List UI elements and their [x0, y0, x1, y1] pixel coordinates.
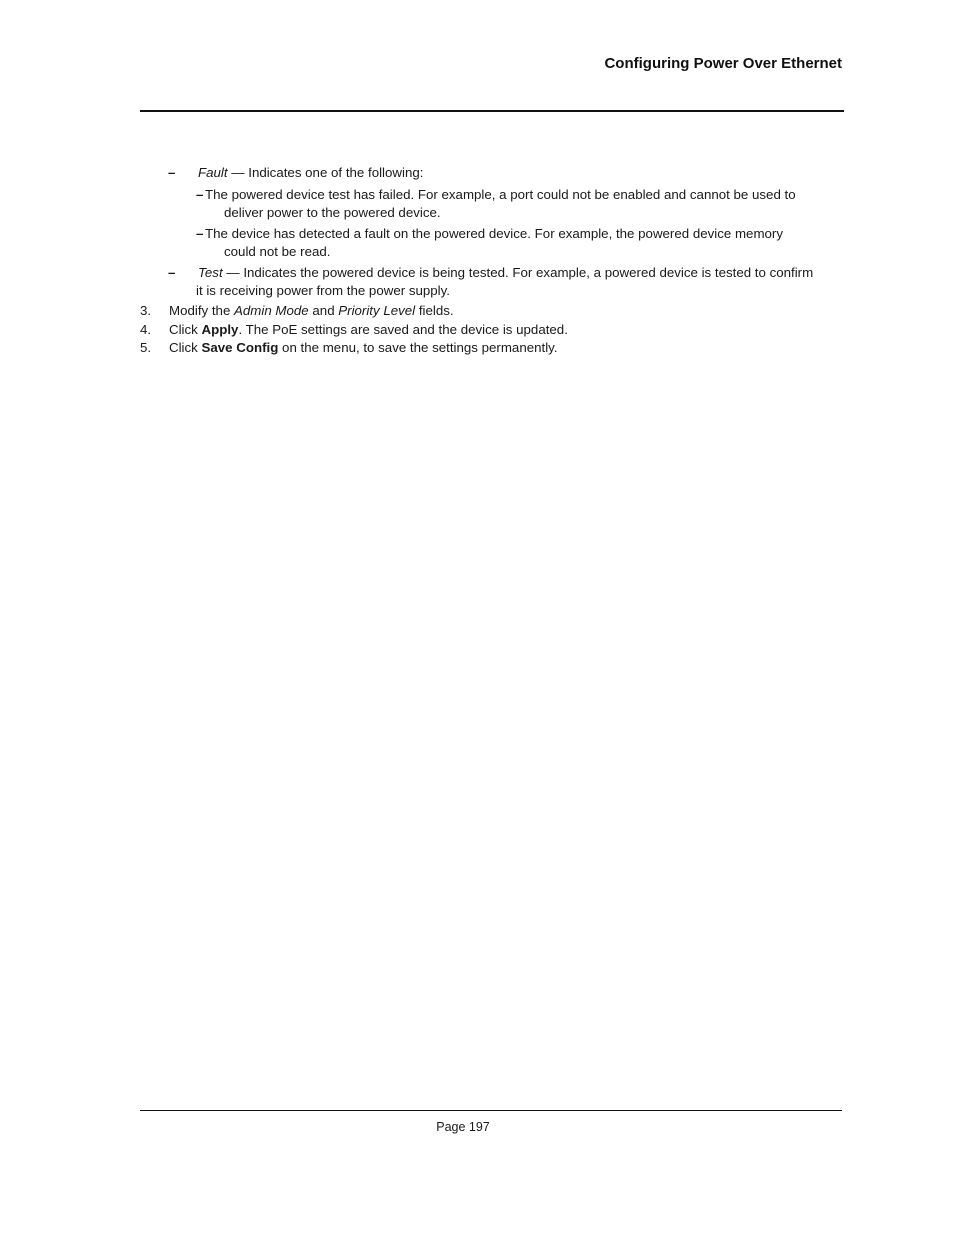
subitem-line: The powered device test has failed. For example, a port could not be enabled and cannot be used to — [205, 187, 796, 202]
step-text-part: . The PoE settings are saved and the device is updated. — [238, 322, 568, 337]
header-divider — [140, 110, 844, 112]
step-number: 4. — [140, 322, 152, 337]
test-text-continued: it is receiving power from the power supply. — [196, 283, 450, 298]
page-number: Page 197 — [436, 1120, 490, 1134]
section-title: Configuring Power Over Ethernet — [604, 55, 842, 72]
dash-bullet: – — [196, 187, 204, 202]
dash-bullet: – — [196, 226, 204, 241]
apply-term: Apply — [201, 322, 239, 337]
step-text-part: on the menu, to save the settings permanently. — [278, 340, 558, 355]
step-text — [169, 321, 568, 339]
test-text: — Indicates the powered device is being tested. For example, a powered device is tested to confirm — [222, 265, 814, 280]
fault-text: — Indicates one of the following: — [227, 165, 424, 180]
save-config-term: Save Config — [201, 340, 279, 355]
dash-bullet: – — [168, 265, 176, 280]
test-term: Test — [198, 265, 223, 280]
step-text-part: fields. — [415, 303, 454, 318]
admin-mode-term: Admin Mode — [234, 303, 309, 318]
step-text — [169, 302, 454, 320]
step-text-part: Click — [169, 322, 202, 337]
step-text — [169, 339, 558, 357]
subitem-line: deliver power to the powered device. — [224, 205, 441, 220]
page-number-container — [0, 1120, 954, 1134]
subitem-line: The device has detected a fault on the powered device. For example, the powered device memory — [205, 226, 783, 241]
test-description — [198, 264, 813, 282]
step-text-part: Click — [169, 340, 202, 355]
fault-term: Fault — [198, 165, 228, 180]
fault-description — [198, 164, 423, 182]
dash-bullet: – — [168, 165, 176, 180]
priority-level-term: Priority Level — [338, 303, 416, 318]
step-number: 5. — [140, 340, 152, 355]
step-text-part: Modify the — [169, 303, 235, 318]
subitem-line: could not be read. — [224, 244, 331, 259]
step-number: 3. — [140, 303, 152, 318]
step-text-part: and — [308, 303, 339, 318]
footer-divider — [140, 1110, 842, 1111]
